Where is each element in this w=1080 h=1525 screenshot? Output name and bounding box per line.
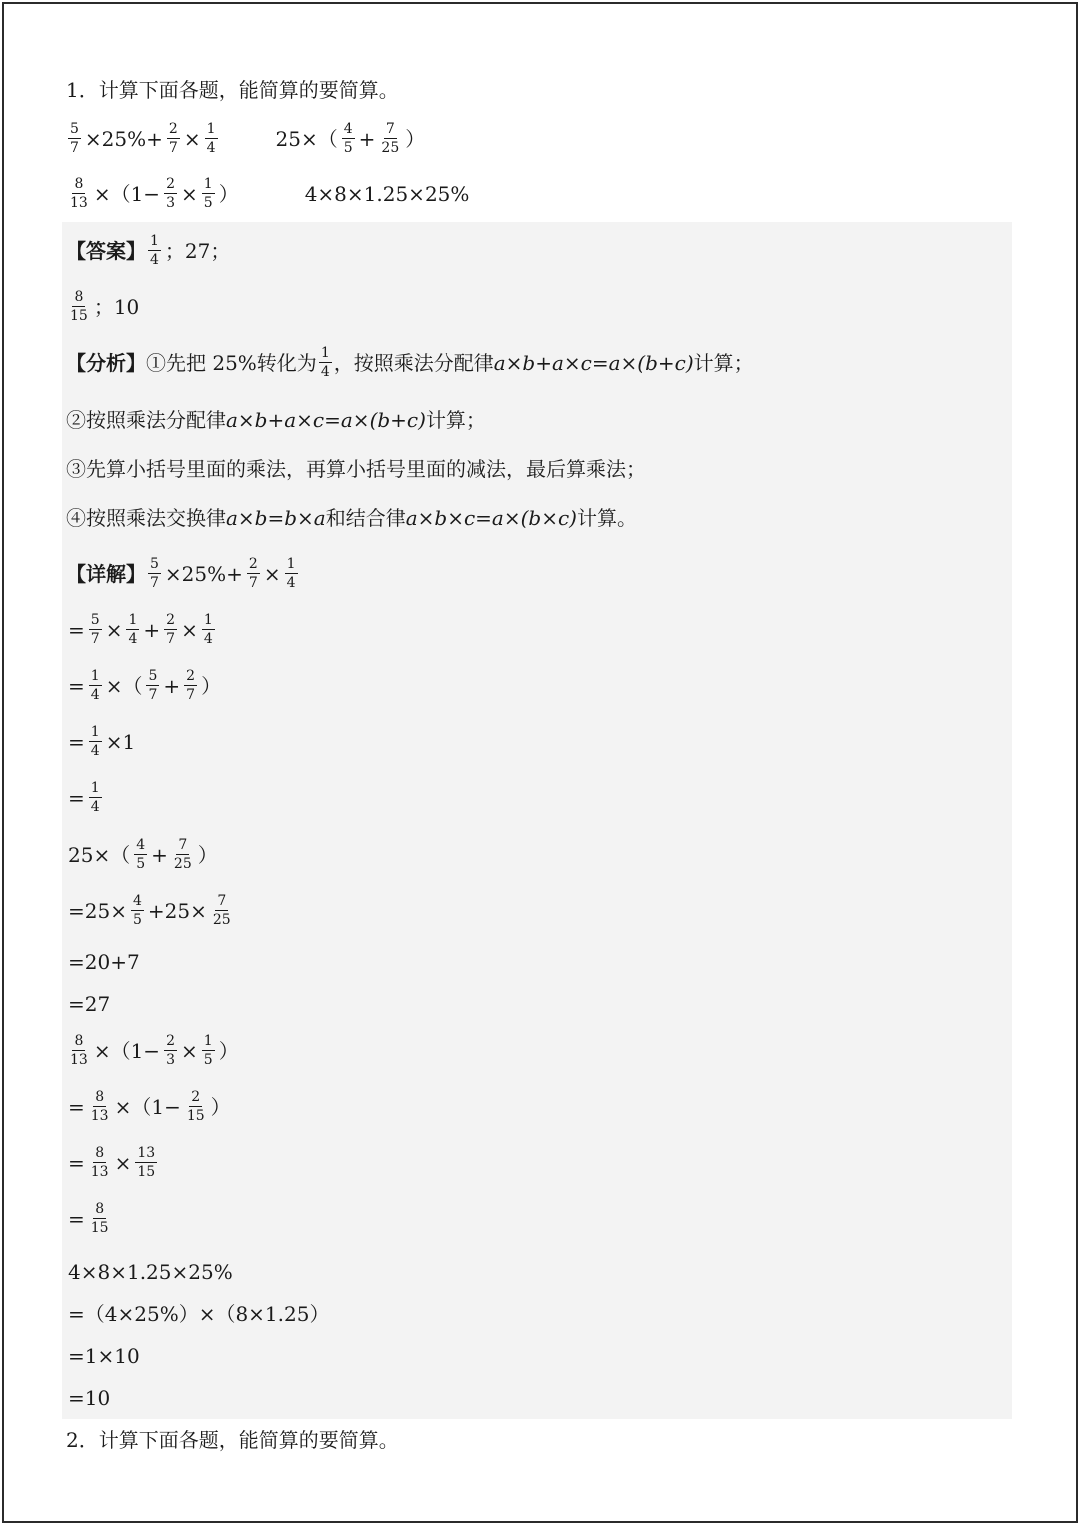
fraction: $\frac{2}{7}$ [186,668,196,703]
answer-line-1: 【答案】 $\frac{1}{4}$ ；27； [66,233,231,268]
answer-label: 【答案】 [66,238,146,263]
detail-4-step-3: =10 [68,1386,111,1410]
fraction: $\frac{1}{4}$ [286,556,296,591]
detail-1-step-3: = $\frac{1}{4}$ ×1 [68,724,136,759]
detail-4-step-1: =（4×25%）×（8×1.25） [68,1302,330,1326]
detail-3-step-3: = $\frac{8}{15}$ [68,1201,109,1236]
fraction: $\frac{1}{4}$ [150,233,159,268]
fraction: $\frac{7}{25}$ [212,893,231,928]
fraction: $\frac{5}{7}$ [150,556,159,591]
answer-section-background [62,222,1012,1419]
fraction: $\frac{1}{4}$ [203,612,213,647]
detail-3-head: $\frac{8}{13}$ ×（1− $\frac{2}{3}$ × $\frac{1}{5}$ ） [70,1033,239,1068]
question-1-row-1: $\frac{5}{7}$ ×25%+ $\frac{2}{7}$ × $\frac{1}{4}$ 25×（ $\frac{4}{5}$ + $\frac{7}{25}$ ） [70,121,426,156]
answer-line-2: $\frac{8}{15}$ ；10 [70,289,140,324]
detail-1-step-1: = $\frac{5}{7}$ × $\frac{1}{4}$ + $\frac{2}{7}$ × $\frac{1}{4}$ [68,612,213,647]
question-1-row-2: $\frac{8}{13}$ ×（1− $\frac{2}{3}$ × $\frac{1}{5}$ ） 4×8×1.25×25% [70,176,470,211]
fraction: $\frac{2}{3}$ [166,176,175,211]
fraction: $\frac{8}{13}$ [70,176,88,211]
fraction: $\frac{7}{25}$ [173,837,192,872]
fraction: $\frac{2}{7}$ [166,612,176,647]
fraction: $\frac{1}{4}$ [90,780,100,815]
analysis-line-2: ②按照乘法分配律 a×b+a×c=a×(b+c) 计算； [66,408,486,432]
detail-1-step-2: = $\frac{1}{4}$ ×（ $\frac{5}{7}$ + $\frac{2}{7}$ ） [68,668,222,703]
question-1-title: 1．计算下面各题，能简算的要简算。 [66,78,399,102]
fraction: $\frac{2}{15}$ [186,1089,205,1124]
detail-1-head: 【详解】 $\frac{5}{7}$ ×25%+ $\frac{2}{7}$ × $\frac{1}{4}$ [66,556,296,591]
detail-2-step-1: =25× $\frac{4}{5}$ +25× $\frac{7}{25}$ [68,893,231,928]
fraction: $\frac{8}{15}$ [70,289,88,324]
question-2-title: 2．计算下面各题，能简算的要简算。 [66,1428,399,1452]
detail-1-step-4: = $\frac{1}{4}$ [68,780,100,815]
fraction: $\frac{8}{15}$ [90,1201,109,1236]
analysis-line-3: ③先算小括号里面的乘法，再算小括号里面的减法，最后算乘法； [66,457,646,481]
analysis-label: 【分析】 [66,350,146,375]
fraction: $\frac{2}{7}$ [168,121,178,156]
fraction: $\frac{8}{13}$ [90,1089,109,1124]
fraction: $\frac{5}{7}$ [70,121,79,156]
fraction: $\frac{1}{4}$ [128,612,138,647]
fraction: $\frac{1}{4}$ [90,668,100,703]
detail-2-step-2: =20+7 [68,950,140,974]
detail-4-step-2: =1×10 [68,1344,140,1368]
fraction: $\frac{8}{13}$ [70,1033,88,1068]
distributive-law-formula: a×b+a×c=a×(b+c) [226,408,426,432]
analysis-line-4: ④按照乘法交换律 a×b=b×a 和结合律 a×b×c=a×(b×c) 计算。 [66,506,637,530]
detail-2-step-3: =27 [68,992,111,1016]
commutative-law-formula: a×b=b×a [226,506,326,530]
distributive-law-formula: a×b+a×c=a×(b+c) [493,350,694,375]
detail-3-step-2: = $\frac{8}{13}$ × $\frac{13}{15}$ [68,1145,156,1180]
fraction: $\frac{1}{5}$ [203,1033,213,1068]
fraction: $\frac{4}{5}$ [343,121,353,156]
detail-2-head: 25×（ $\frac{4}{5}$ + $\frac{7}{25}$ ） [68,837,218,872]
fraction: $\frac{7}{25}$ [381,121,400,156]
detail-4-head: 4×8×1.25×25% [68,1260,233,1284]
analysis-line-1: 【分析】 ①先把 25%转化为 $\frac{1}{4}$ ，按照乘法分配律 a×b+a×c=a×(b+c) 计算； [66,345,754,380]
fraction: $\frac{2}{3}$ [166,1033,175,1068]
associative-law-formula: a×b×c=a×(b×c) [405,506,577,530]
fraction: $\frac{1}{4}$ [320,345,330,380]
fraction: $\frac{8}{13}$ [90,1145,109,1180]
fraction: $\frac{1}{4}$ [90,724,100,759]
detail-3-step-1: = $\frac{8}{13}$ ×（1− $\frac{2}{15}$ ） [68,1089,231,1124]
fraction: $\frac{5}{7}$ [90,612,100,647]
fraction: $\frac{13}{15}$ [137,1145,156,1180]
fraction: $\frac{1}{5}$ [203,176,213,211]
fraction: $\frac{4}{5}$ [132,893,142,928]
fraction: $\frac{5}{7}$ [148,668,158,703]
fraction: $\frac{2}{7}$ [248,556,258,591]
fraction: $\frac{4}{5}$ [136,837,146,872]
detail-label: 【详解】 [66,561,146,586]
fraction: $\frac{1}{4}$ [206,121,216,156]
